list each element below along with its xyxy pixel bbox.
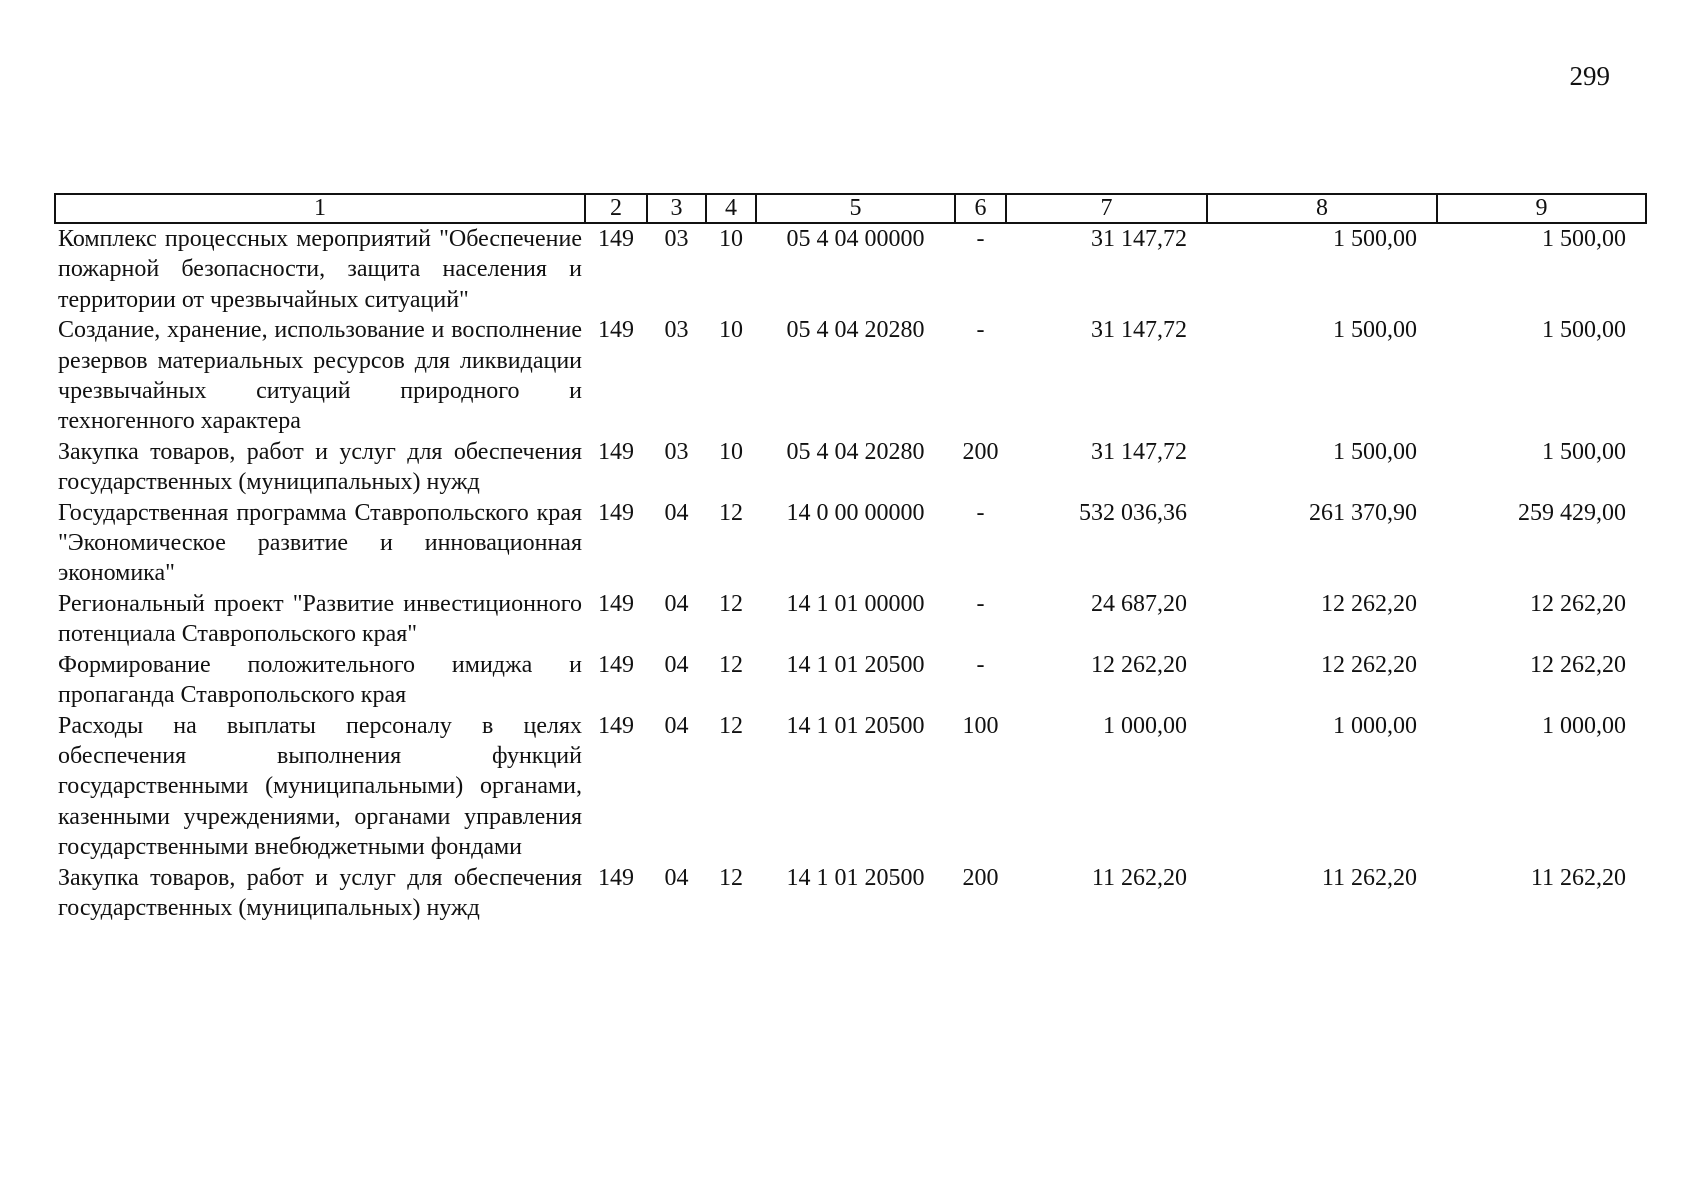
row-name: Формирование положительного имиджа и пропаганда Ставропольского края — [58, 651, 582, 709]
row-name: Расходы на выплаты персоналу в целях обеспечения выполнения функций государственными (муниципальными) органами, казенными учреждениями, органами управления государственными внебюджетными фондами — [58, 712, 582, 861]
row-name: Закупка товаров, работ и услуг для обеспечения государственных (муниципальных) нужд — [58, 438, 582, 496]
row-col9: 12 262,20 — [1530, 651, 1626, 678]
row-code: 149 — [598, 226, 634, 252]
row-target: 14 0 00 00000 — [786, 499, 925, 526]
row-subsection: 10 — [719, 226, 743, 252]
row-target: 14 1 01 20500 — [786, 651, 925, 678]
row-col8: 1 000,00 — [1333, 712, 1417, 739]
row-name: Закупка товаров, работ и услуг для обеспечения государственных (муниципальных) нужд — [58, 864, 582, 921]
row-name: Комплекс процессных мероприятий "Обеспечение пожарной безопасности, защита населения и территории от чрезвычайных ситуаций" — [58, 226, 582, 313]
row-code: 149 — [598, 712, 634, 739]
row-col7: 12 262,20 — [1091, 651, 1187, 678]
page-number: 299 — [1569, 61, 1610, 91]
header-cell: 6 — [955, 194, 1006, 223]
row-section: 04 — [664, 864, 689, 891]
row-name: Региональный проект "Развитие инвестиционного потенциала Ставропольского края" — [58, 590, 582, 648]
row-col8: 12 262,20 — [1321, 590, 1417, 617]
row-target: 14 1 01 20500 — [786, 712, 925, 739]
row-col7: 31 147,72 — [1091, 317, 1187, 344]
row-col7: 1 000,00 — [1103, 712, 1187, 739]
row-col9: 12 262,20 — [1530, 590, 1626, 617]
row-col7: 532 036,36 — [1079, 499, 1187, 526]
header-row — [55, 194, 1646, 223]
row-subsection: 12 — [719, 651, 743, 678]
header-cell: 8 — [1207, 194, 1437, 223]
table-row — [55, 863, 1646, 924]
row-section: 04 — [664, 590, 689, 617]
table-row — [55, 498, 1646, 589]
row-section: 03 — [664, 438, 689, 465]
row-type: - — [976, 499, 985, 526]
row-subsection: 12 — [719, 712, 743, 739]
row-col8: 11 262,20 — [1321, 864, 1417, 891]
row-col7: 11 262,20 — [1091, 864, 1187, 891]
table-row — [55, 711, 1646, 863]
header-cell: 1 — [55, 194, 585, 223]
row-col9: 11 262,20 — [1530, 864, 1626, 891]
row-col7: 31 147,72 — [1091, 438, 1187, 465]
row-col9: 1 500,00 — [1542, 226, 1626, 252]
row-subsection: 12 — [719, 499, 743, 526]
row-subsection: 12 — [719, 590, 743, 617]
row-type: - — [976, 226, 985, 252]
row-target: 14 1 01 20500 — [786, 864, 925, 891]
header-cell: 2 — [585, 194, 647, 223]
header-cell: 5 — [756, 194, 955, 223]
row-section: 04 — [664, 651, 689, 678]
row-section: 04 — [664, 712, 689, 739]
row-subsection: 10 — [719, 317, 743, 344]
row-name: Создание, хранение, использование и восполнение резервов материальных ресурсов для ликвидации чрезвычайных ситуаций природного и техногенного характера — [58, 317, 582, 435]
row-type: - — [976, 651, 985, 678]
header-cell: 4 — [706, 194, 756, 223]
budget-table — [54, 193, 1647, 923]
row-target: 05 4 04 20280 — [786, 317, 925, 344]
row-code: 149 — [598, 651, 634, 678]
row-col9: 1 500,00 — [1542, 438, 1626, 465]
header-cell: 3 — [647, 194, 706, 223]
row-target: 05 4 04 00000 — [786, 226, 925, 252]
row-code: 149 — [598, 317, 634, 344]
header-cell: 7 — [1006, 194, 1207, 223]
row-code: 149 — [598, 499, 634, 526]
row-col8: 1 500,00 — [1333, 226, 1417, 252]
row-col7: 24 687,20 — [1091, 590, 1187, 617]
row-col8: 261 370,90 — [1309, 499, 1417, 526]
row-col8: 12 262,20 — [1321, 651, 1417, 678]
table-row — [55, 437, 1646, 498]
row-section: 03 — [664, 317, 689, 344]
table-row — [55, 589, 1646, 650]
row-target: 05 4 04 20280 — [786, 438, 925, 465]
row-col9: 1 000,00 — [1542, 712, 1626, 739]
row-col9: 1 500,00 — [1542, 317, 1626, 344]
row-type: 100 — [962, 712, 999, 739]
row-target: 14 1 01 00000 — [786, 590, 925, 617]
header-cell: 9 — [1437, 194, 1646, 223]
row-col7: 31 147,72 — [1091, 226, 1187, 252]
row-code: 149 — [598, 864, 634, 891]
row-code: 149 — [598, 438, 634, 465]
table-row — [55, 223, 1646, 315]
row-col8: 1 500,00 — [1333, 317, 1417, 344]
row-section: 04 — [664, 499, 689, 526]
row-name: Государственная программа Ставропольского края "Экономическое развитие и инновационная экономика" — [58, 499, 582, 587]
row-col8: 1 500,00 — [1333, 438, 1417, 465]
row-type: - — [976, 590, 985, 617]
table-row — [55, 650, 1646, 711]
row-section: 03 — [664, 226, 689, 252]
row-subsection: 12 — [719, 864, 743, 891]
row-type: 200 — [962, 864, 999, 891]
row-subsection: 10 — [719, 438, 743, 465]
row-type: - — [976, 317, 985, 344]
row-col9: 259 429,00 — [1518, 499, 1626, 526]
row-code: 149 — [598, 590, 634, 617]
row-type: 200 — [962, 438, 999, 465]
table-row — [55, 315, 1646, 437]
